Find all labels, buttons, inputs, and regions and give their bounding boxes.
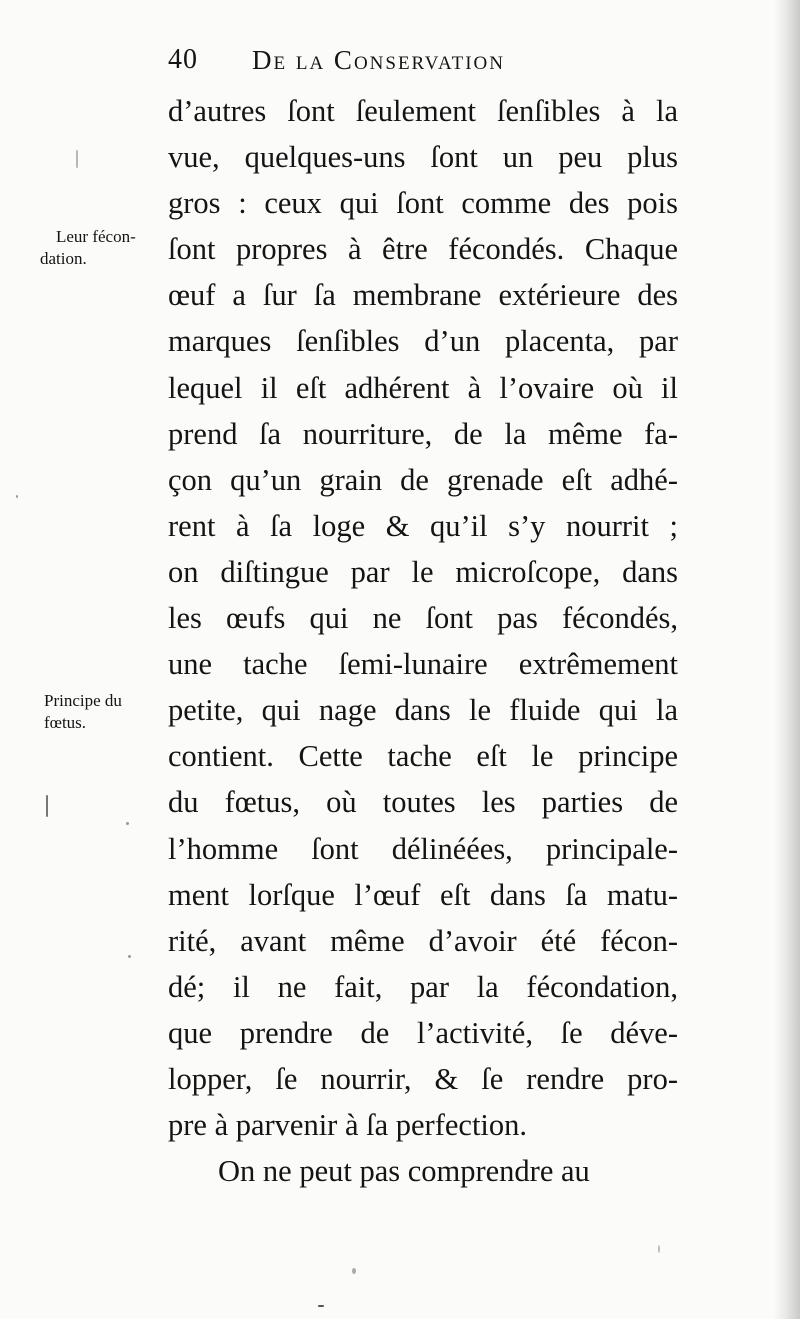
scan-speck: [46, 795, 48, 817]
text-line: On ne peut pas comprendre au: [218, 1154, 590, 1189]
text-line: contient. Cette tache eſt le principe: [168, 739, 678, 774]
text-line: ment lorſque l’œuf eſt dans ſa matu-: [168, 877, 678, 912]
text-line: les œufs qui ne ſont pas fécondés,: [168, 601, 678, 636]
scan-speck: [128, 955, 131, 958]
text-line: petite, qui nage dans le fluide qui la: [168, 693, 678, 728]
text-line: dé; il ne fait, par la fécondation,: [168, 969, 678, 1004]
page-header: [168, 40, 598, 80]
text-line: çon qu’un grain de grenade eſt adhé-: [168, 462, 678, 497]
text-line: que prendre de l’activité, ſe déve-: [168, 1015, 678, 1050]
scan-speck: [126, 822, 129, 825]
scan-speck: [658, 1245, 660, 1253]
margin-note-line: Principe du: [44, 691, 122, 710]
text-line: œuf a ſur ſa membrane extérieure des: [168, 278, 678, 313]
text-line: marques ſenſibles d’un placenta, par: [168, 324, 678, 359]
page-edge-shadow: [774, 0, 800, 1319]
text-line: vue, quelques-uns ſont un peu plus: [168, 140, 678, 175]
text-line: d’autres ſont ſeulement ſenſibles à la: [168, 94, 678, 128]
text-line: pre à parvenir à ſa perfection.: [168, 1108, 528, 1143]
margin-note-fecondation: [40, 226, 186, 270]
scan-speck: [318, 1305, 324, 1307]
text-line: ſont propres à être fécondés. Chaque: [168, 232, 678, 267]
text-line: du fœtus, où toutes les parties de: [168, 785, 678, 820]
margin-note-line: fœtus.: [44, 713, 87, 732]
margin-note-principe-du-foetus: [44, 690, 174, 734]
margin-note-line: dation.: [40, 249, 87, 268]
text-line: rité, avant même d’avoir été fécon-: [168, 923, 678, 958]
scan-speck: [16, 495, 18, 498]
text-line: prend ſa nourriture, de la même fa-: [168, 416, 678, 451]
running-head: De la Conservation: [252, 45, 505, 75]
text-line: gros : ceux qui ſont comme des pois: [168, 186, 678, 221]
margin-note-line: Leur fécon-: [56, 227, 136, 246]
scan-speck: [352, 1268, 356, 1274]
text-line: l’homme ſont délinéées, principale-: [168, 831, 678, 866]
text-line: une tache ſemi-lunaire extrêmement: [168, 647, 678, 682]
text-line: rent à ſa loge & qu’il s’y nourrit ;: [168, 508, 678, 543]
text-line: lopper, ſe nourrir, & ſe rendre pro-: [168, 1061, 678, 1096]
text-line: on diſtingue par le microſcope, dans: [168, 554, 678, 589]
scan-speck: [76, 150, 78, 168]
text-line: lequel il eſt adhérent à l’ovaire où il: [168, 370, 678, 405]
body-text: [168, 88, 678, 1194]
page-number: 40: [168, 44, 198, 75]
